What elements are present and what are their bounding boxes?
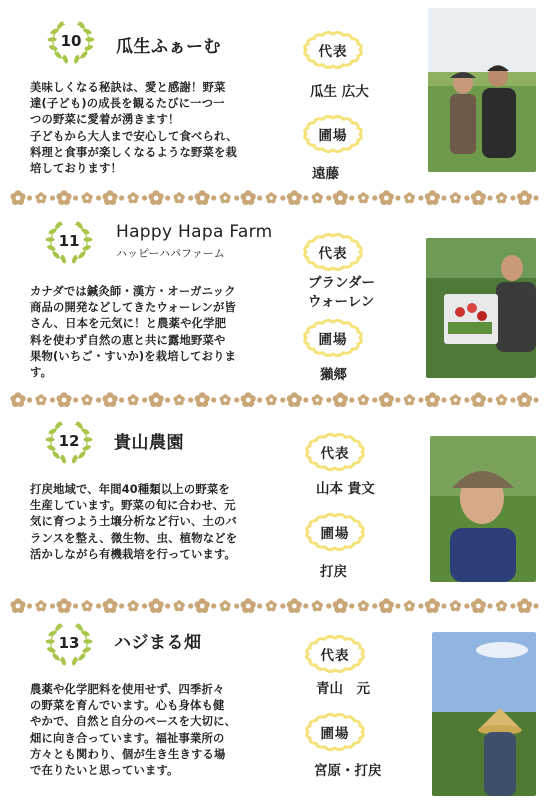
laurel-wreath-icon bbox=[40, 620, 98, 666]
farmer-photo bbox=[432, 632, 536, 796]
representative-label: 代表 bbox=[318, 44, 348, 60]
farm-description: 打戻地域で、年間40種類以上の野菜を 生産しています。野菜の旬に合わせ、元 気に育つよう土壌分析など行い、土のバ ランスを整え、微生物、虫、植物などを 活かしながら有機栽培を行っています。 bbox=[30, 483, 238, 561]
field-name: 打戻 bbox=[320, 564, 347, 580]
farm-description: 美味しくなる秘訣は、愛と感謝！野菜 達(子ども)の成長を観るたびに一つ一 つの野菜に愛着が湧きます！ 子どもから大人まで安心して食べられ、 料理と食事が楽しくなるような野菜を栽 培しております！ bbox=[30, 81, 238, 176]
representative-badge bbox=[304, 634, 366, 674]
representative-name: 瓜生 広大 bbox=[310, 84, 369, 100]
farm-name-kana: ハッピーハパファーム bbox=[116, 247, 225, 260]
representative-name: 山本 貴文 bbox=[316, 481, 375, 497]
field-name: 遠藤 bbox=[312, 166, 339, 182]
farm-number: 10 bbox=[60, 32, 82, 50]
field-badge bbox=[304, 712, 366, 752]
farm-description: カナダでは鍼灸師・漢方・オーガニック 商品の開発などしてきたウォーレンが皆 さん、日本を元気に！と農薬や化学肥 料を使わず自然の恵と共に露地野菜や 果物(いちご・すいか)を栽培しておりま す。 bbox=[30, 285, 237, 380]
representative-name: ブランダー ウォーレン bbox=[308, 275, 375, 310]
representative-badge bbox=[304, 432, 366, 472]
farmer-photo bbox=[428, 8, 536, 172]
farm-name: Happy Hapa Farm bbox=[116, 222, 273, 242]
field-name: 宮原・打戻 bbox=[314, 763, 382, 779]
flower-dot-divider-icon bbox=[10, 596, 544, 616]
farm-name: ハジまる畑 bbox=[114, 633, 202, 653]
representative-badge bbox=[302, 30, 364, 70]
representative-badge bbox=[302, 232, 364, 272]
flower-dot-divider-icon bbox=[10, 390, 544, 410]
field-name: 獺郷 bbox=[320, 367, 347, 383]
farm-number: 11 bbox=[58, 232, 80, 250]
representative-label: 代表 bbox=[320, 446, 350, 462]
field-badge bbox=[302, 318, 364, 358]
farm-name: 貴山農園 bbox=[114, 433, 184, 453]
farm-section-10 bbox=[0, 0, 554, 185]
field-badge bbox=[304, 512, 366, 552]
field-label: 圃場 bbox=[320, 726, 350, 742]
farmer-photo bbox=[430, 436, 536, 582]
laurel-wreath-icon bbox=[40, 418, 98, 464]
farm-number: 12 bbox=[58, 432, 80, 450]
farm-section-12 bbox=[0, 410, 554, 590]
field-label: 圃場 bbox=[318, 332, 348, 348]
farm-section-11 bbox=[0, 208, 554, 390]
field-badge bbox=[302, 114, 364, 154]
farm-description: 農薬や化学肥料を使用せず、四季折々 の野菜を育んでいます。心も身体も健 やかで、自然と自分のペースを大切に、 畑に向き合っています。福祉事業所の 方々とも関わり、個が生き生きする場 で在りたいと思っています。 bbox=[30, 683, 237, 778]
representative-label: 代表 bbox=[320, 648, 350, 664]
field-label: 圃場 bbox=[320, 526, 350, 542]
laurel-wreath-icon bbox=[40, 218, 98, 264]
field-label: 圃場 bbox=[318, 128, 348, 144]
farm-section-13 bbox=[0, 616, 554, 800]
flower-dot-divider-icon bbox=[10, 188, 544, 208]
farmer-photo bbox=[426, 238, 536, 378]
farm-number: 13 bbox=[58, 634, 80, 652]
laurel-wreath-icon bbox=[42, 18, 100, 64]
farm-name: 瓜生ふぁーむ bbox=[116, 37, 221, 57]
representative-label: 代表 bbox=[318, 246, 348, 262]
representative-name: 青山 元 bbox=[316, 681, 370, 697]
